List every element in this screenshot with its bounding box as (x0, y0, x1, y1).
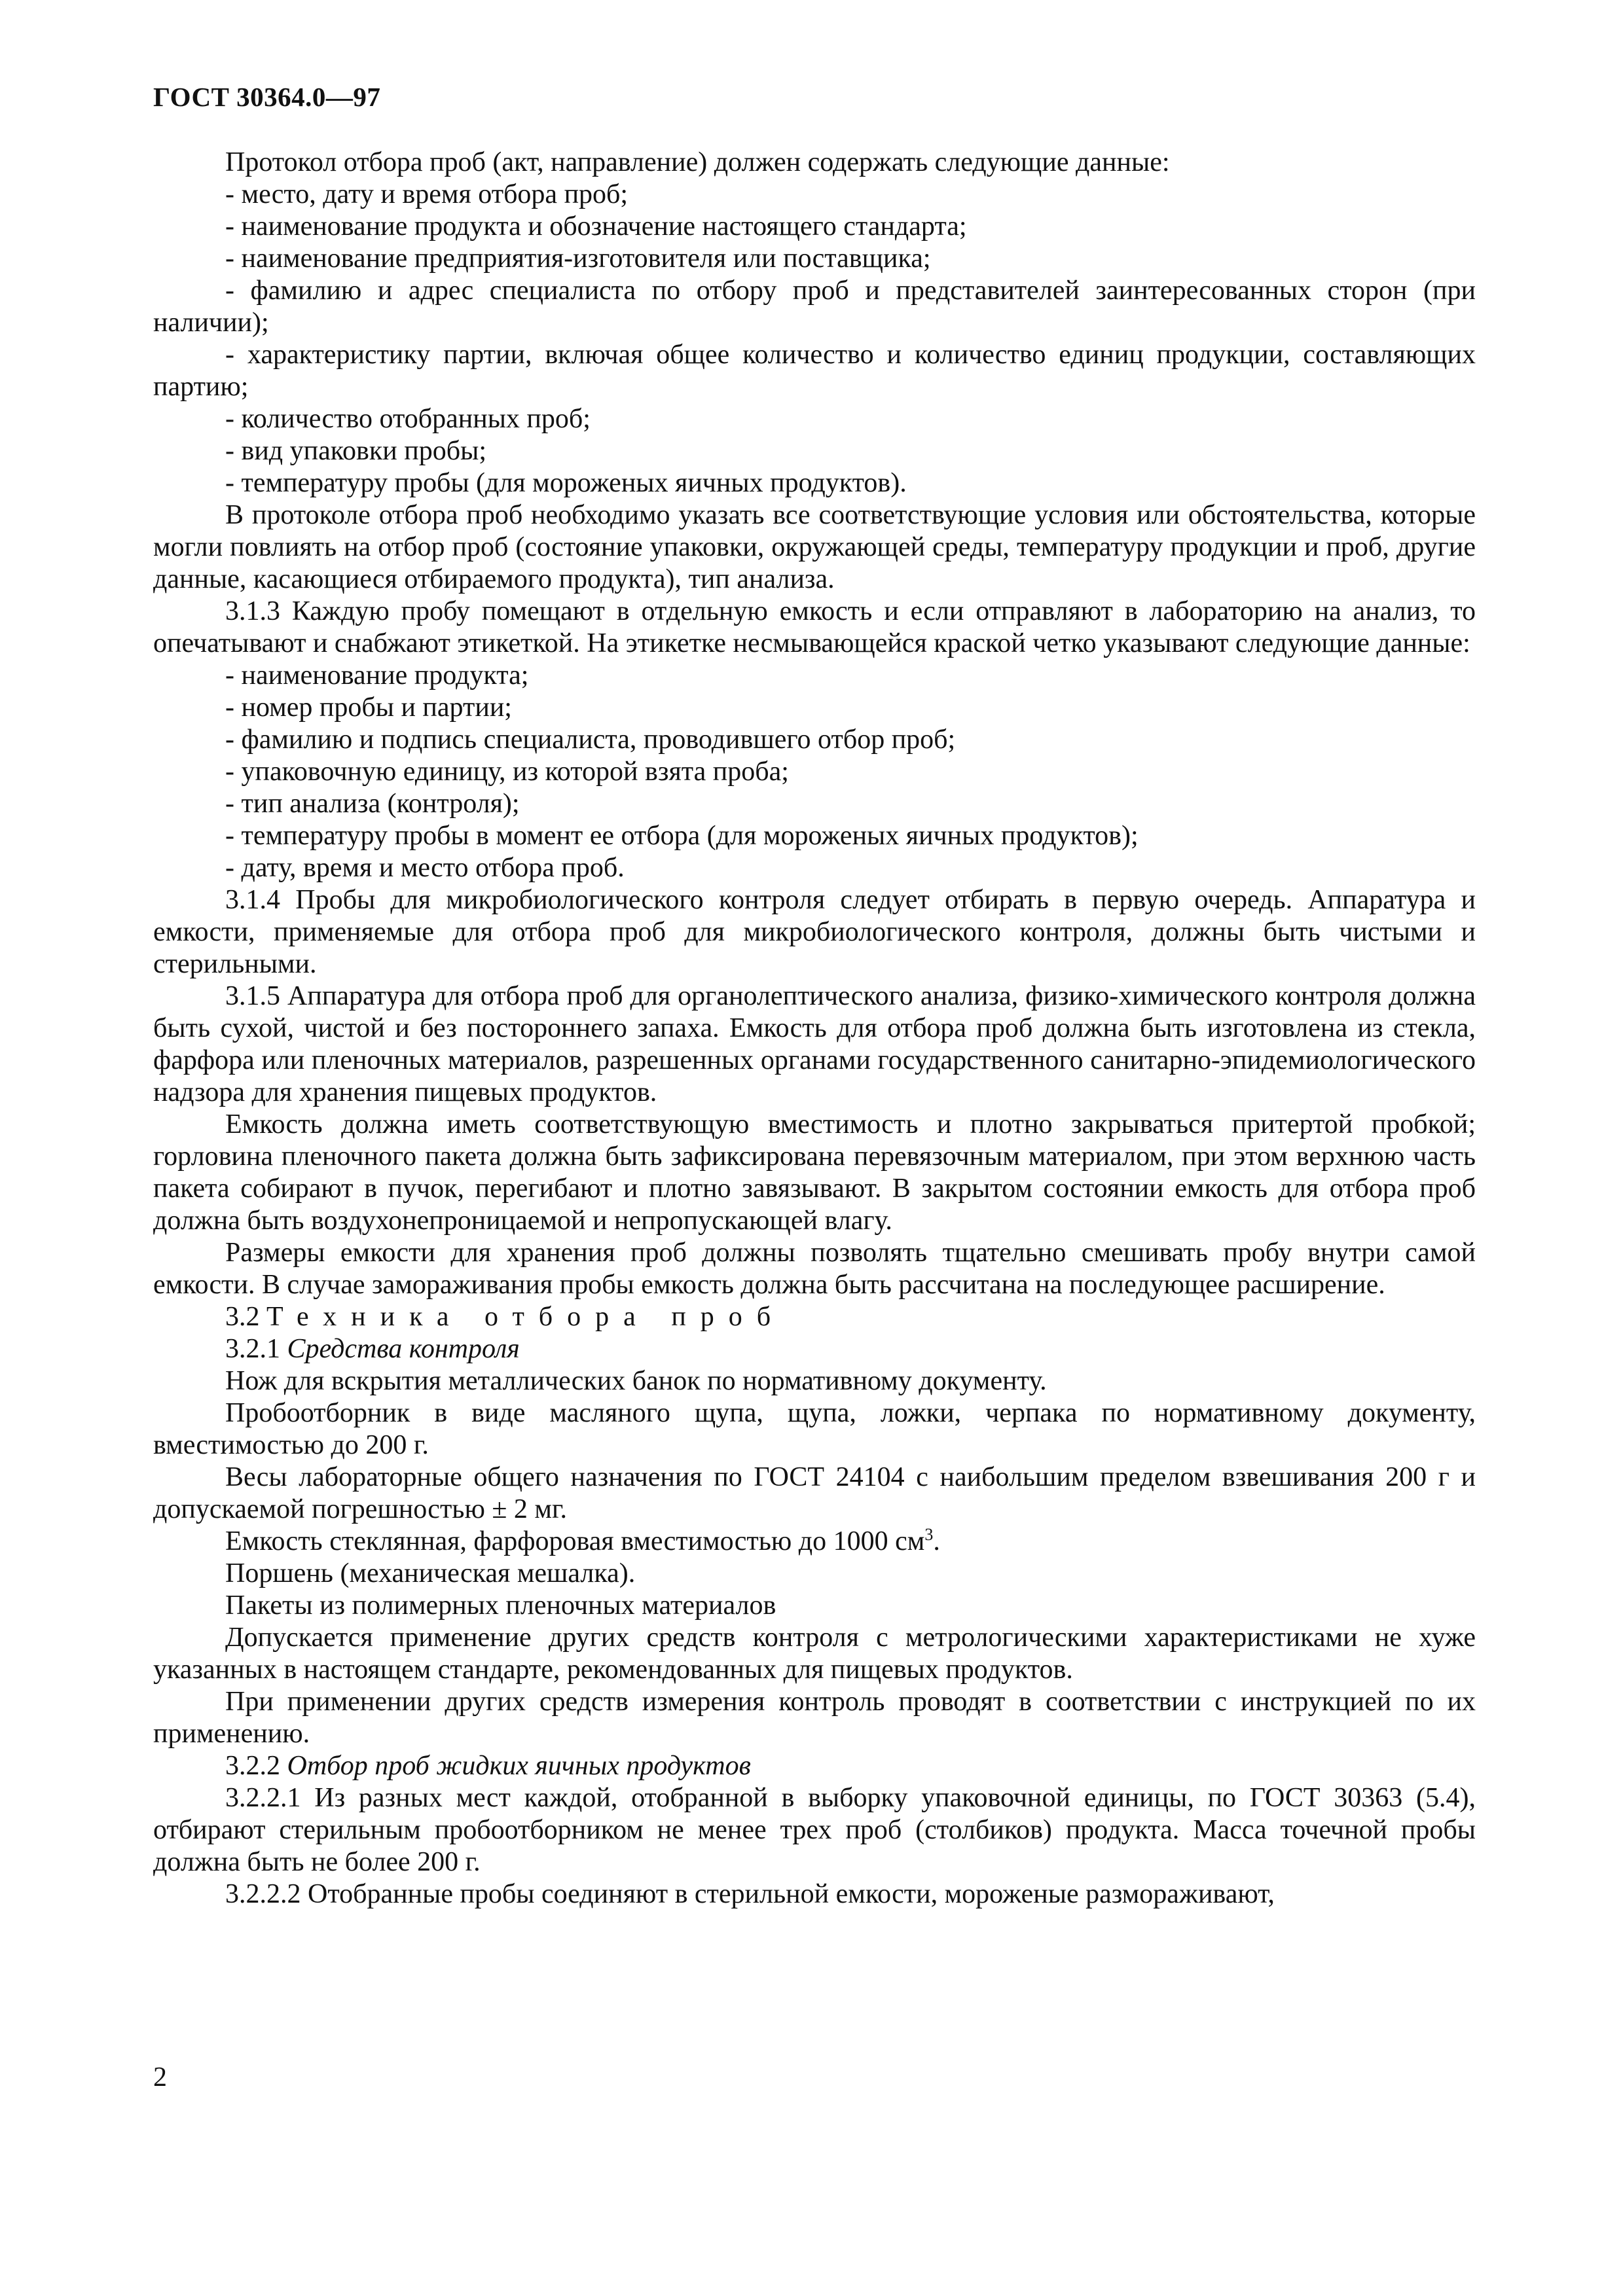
section-heading-3-2 (153, 1301, 1476, 1333)
section-number: 3.2 (225, 1302, 260, 1332)
list-item: - вид упаковки пробы; (225, 436, 486, 466)
list-item: - количество отобранных проб; (225, 404, 591, 434)
paragraph: Пакеты из полимерных пленочных материалов (225, 1590, 776, 1621)
subsection-heading-3-2-2 (153, 1750, 1476, 1782)
list-item: - дату, время и место отбора проб. (225, 853, 625, 883)
paragraph: Допускается применение других средств контроля с метрологическими характеристиками не хуже указанных в настоящем стандарте, рекомендованных для пищевых продуктов. (153, 1623, 1476, 1685)
page-number: 2 (153, 2062, 167, 2092)
paragraph: Весы лабораторные общего назначения по ГОСТ 24104 с наибольшим пределом взвешивания 200 г и допускаемой погрешностью ± 2 мг. (153, 1462, 1476, 1524)
subsection-heading-3-2-1 (153, 1333, 1476, 1365)
superscript: 3 (924, 1525, 934, 1544)
list-item: - упаковочную единицу, из которой взята проба; (225, 757, 789, 787)
paragraph: Пробоотборник в виде масляного щупа, щупа, ложки, черпака по нормативному документу, вместимостью до 200 г. (153, 1398, 1476, 1460)
list-item: - фамилию и подпись специалиста, проводившего отбор проб; (225, 725, 956, 755)
list-item: - наименование предприятия-изготовителя или поставщика; (225, 243, 931, 274)
document-body (153, 147, 1476, 1910)
list-item: - место, дату и время отбора проб; (225, 179, 629, 209)
paragraph-3-2-2-1: 3.2.2.1 Из разных мест каждой, отобранной в выборку упаковочной единицы, по ГОСТ 30363 (5.4), отбирают стерильным пробоотборником не менее трех проб (столбиков) продукта. Масса точечной пробы должна быть не более 200 г. (153, 1783, 1476, 1877)
list-item: - номер пробы и партии; (225, 692, 512, 723)
document-header: ГОСТ 30364.0—97 (153, 82, 381, 112)
paragraph: Размеры емкости для хранения проб должны позволять тщательно смешивать пробу внутри самой емкости. В случае замораживания пробы емкость должна быть рассчитана на последующее расширение. (153, 1238, 1476, 1300)
list-item: - характеристику партии, включая общее количество и количество единиц продукции, составляющих партию; (153, 340, 1476, 402)
paragraph: Протокол отбора проб (акт, направление) должен содержать следующие данные: (225, 147, 1170, 177)
section-title: Средства контроля (287, 1334, 520, 1364)
paragraph: Емкость должна иметь соответствующую вместимость и плотно закрываться притертой пробкой; горловина пленочного пакета должна быть зафиксирована перевязочным материалом, при этом верхнюю часть пакета собирают в пучок, перегибают и плотно завязывают. В закрытом состоянии емкость для отбора проб должна быть воздухонепроницаемой и непропускающей влагу. (153, 1109, 1476, 1236)
paragraph-3-1-5: 3.1.5 Аппаратура для отбора проб для органолептического анализа, физико-химического контроля должна быть сухой, чистой и без постороннего запаха. Емкость для отбора проб должна быть изготовлена из стекла, фарфора или пленочных материалов, разрешенных органами государственного санитарно-эпидемиологического надзора для хранения пищевых продуктов. (153, 981, 1476, 1107)
section-title: Техника отбора проб (266, 1302, 786, 1332)
paragraph-3-1-3: 3.1.3 Каждую пробу помещают в отдельную емкость и если отправляют в лабораторию на анализ, то опечатывают и снабжают этикеткой. На этикетке несмывающейся краской четко указывают следующие данные: (153, 596, 1476, 658)
list-item: - температуру пробы в момент ее отбора (для мороженых яичных продуктов); (225, 821, 1139, 851)
paragraph: Поршень (механическая мешалка). (225, 1558, 636, 1588)
paragraph: При применении других средств измерения контроль проводят в соответствии с инструкцией по их применению. (153, 1687, 1476, 1749)
paragraph: В протоколе отбора проб необходимо указать все соответствующие условия или обстоятельства, которые могли повлиять на отбор проб (состояние упаковки, окружающей среды, температуру продукции и проб, другие данные, касающиеся отбираемого продукта), тип анализа. (153, 500, 1476, 594)
paragraph-3-2-2-2: 3.2.2.2 Отобранные пробы соединяют в стерильной емкости, мороженые размораживают, (225, 1879, 1275, 1909)
section-title: Отбор проб жидких яичных продуктов (287, 1751, 751, 1781)
paragraph-3-1-4: 3.1.4 Пробы для микробиологического контроля следует отбирать в первую очередь. Аппаратура и емкости, применяемые для отбора проб для микробиологического контроля, должны быть чистыми и стерильными. (153, 885, 1476, 979)
list-item: - фамилию и адрес специалиста по отбору проб и представителей заинтересованных сторон (при наличии); (153, 276, 1476, 338)
list-item: - наименование продукта и обозначение настоящего стандарта; (225, 211, 967, 242)
paragraph: Нож для вскрытия металлических банок по нормативному документу. (225, 1366, 1047, 1396)
section-number: 3.2.2 (225, 1751, 280, 1781)
section-number: 3.2.1 (225, 1334, 280, 1364)
vessel-end: . (933, 1526, 940, 1556)
vessel-text: Емкость стеклянная, фарфоровая вместимостью до 1000 см (225, 1526, 925, 1556)
list-item: - тип анализа (контроля); (225, 789, 520, 819)
list-item: - наименование продукта; (225, 660, 529, 691)
paragraph (153, 1526, 1476, 1558)
list-item: - температуру пробы (для мороженых яичных продуктов). (225, 468, 907, 498)
